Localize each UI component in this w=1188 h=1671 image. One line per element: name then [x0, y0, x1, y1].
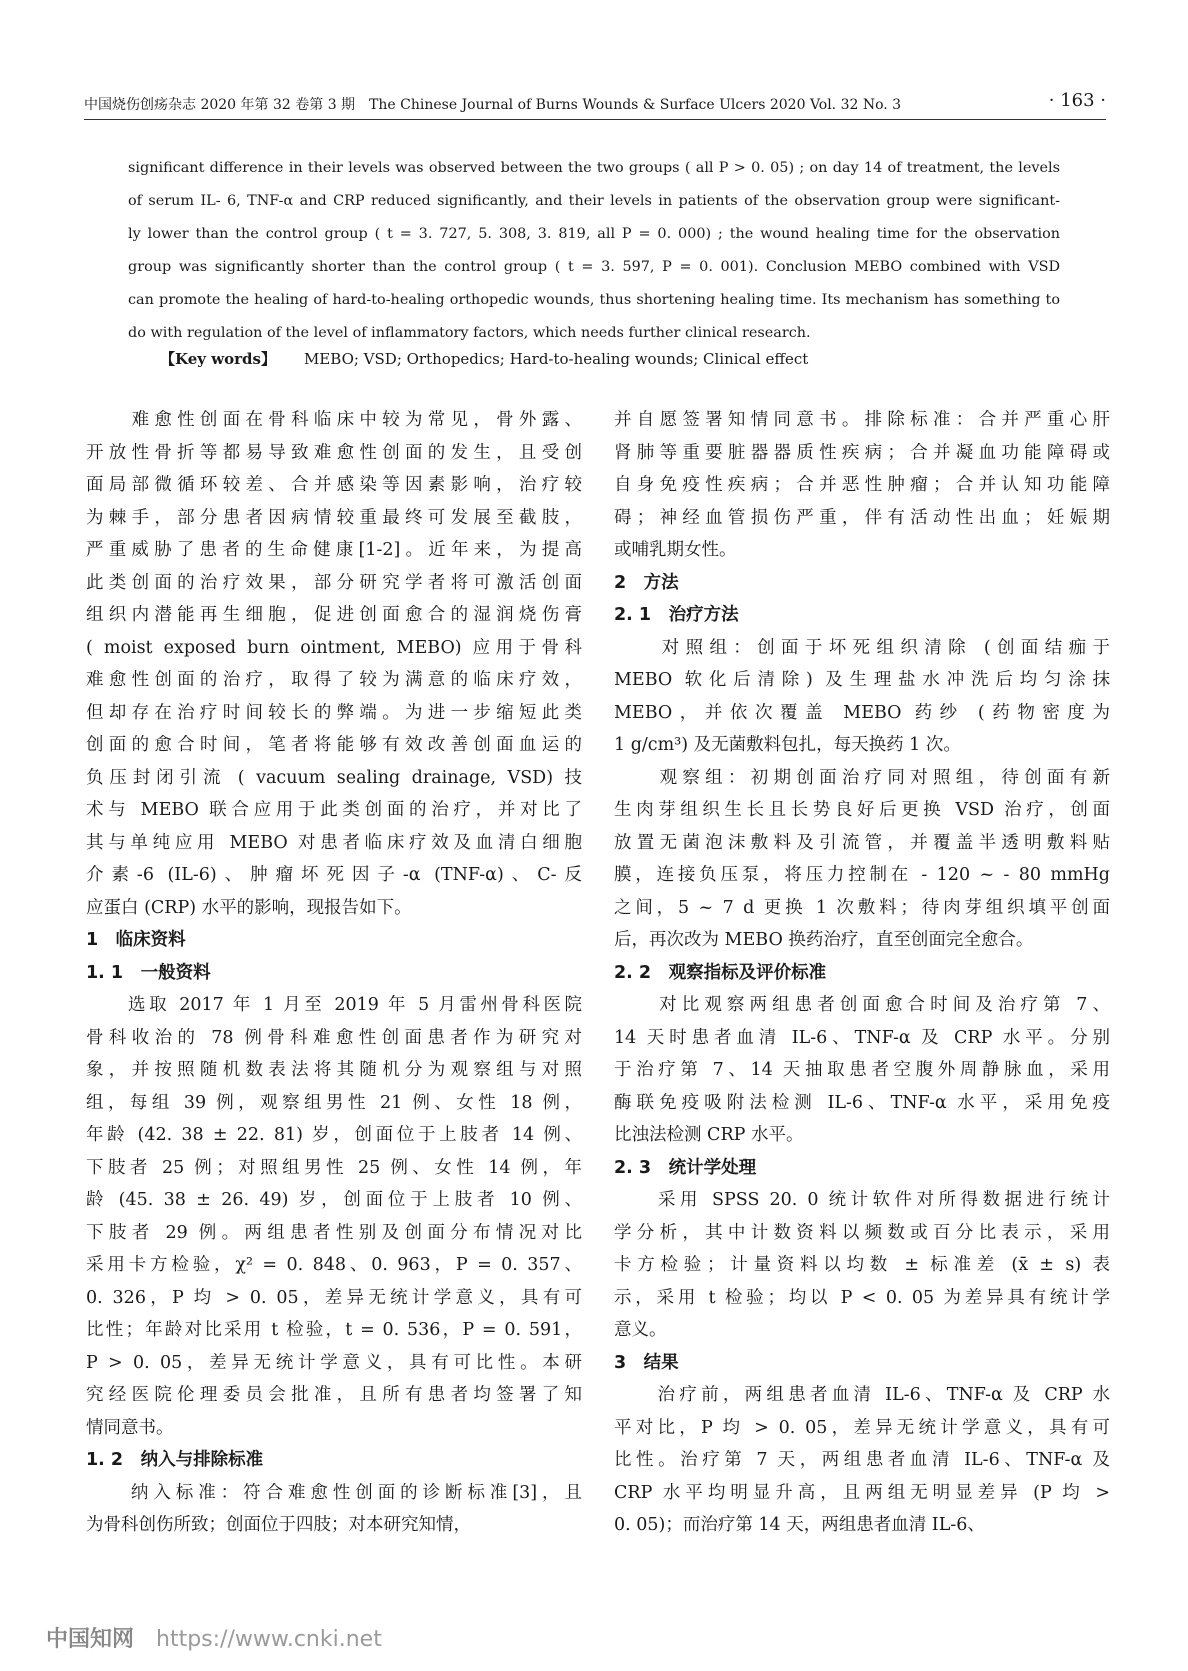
body-text-line: 术与 MEBO 联合应用于此类创面的治疗，并对比了: [86, 800, 582, 820]
body-text-line: 难愈性创面的治疗，取得了较为满意的临床疗效，: [86, 670, 582, 690]
keywords-label: 【Key words】: [160, 350, 276, 368]
abstract-line: of serum IL- 6, TNF-α and CRP reduced significantly, and their levels in patients of the observation group were significant-: [128, 193, 1060, 209]
body-text-line: 组，每组 39 例，观察组男性 21 例、女性 18 例，: [86, 1092, 582, 1113]
section-heading: 1 临床资料: [86, 930, 186, 950]
body-text-line: 为棘手，部分患者因病情较重最终可发展至截肢，: [86, 507, 582, 528]
keywords-text: MEBO; VSD; Orthopedics; Hard-to-healing wounds; Clinical effect: [303, 350, 809, 368]
cnki-url[interactable]: https://www.cnki.net: [156, 1627, 382, 1652]
journal-citation: 中国烧伤创疡杂志 2020 年第 32 卷第 3 期 The Chinese Journal of Burns Wounds & Surface Ulcers 2020 Vol. 32 No. 3: [84, 97, 902, 113]
abstract-line: can promote the healing of hard-to-healing orthopedic wounds, thus shortening healing time. Its mechanism has something to: [128, 292, 1060, 308]
abstract-continuation: [128, 152, 1060, 350]
body-text-line: 膜，连接负压泵，将压力控制在 - 120 ~ - 80 mmHg: [614, 865, 1110, 885]
body-text-line: 治疗前，两组患者血清 IL-6、TNF-α 及 CRP 水: [614, 1385, 1110, 1405]
body-text-line: 应蛋白 (CRP) 水平的影响，现报告如下。: [86, 897, 412, 918]
body-text-line: 下肢者 29 例。两组患者性别及创面分布情况对比: [86, 1222, 582, 1243]
body-text-line: 下肢者 25 例；对照组男性 25 例、女性 14 例，年: [86, 1157, 582, 1178]
body-text-line: 负压封闭引流 ( vacuum sealing drainage, VSD) 技: [86, 767, 582, 788]
body-text-line: 碍；神经血管损伤严重，伴有活动性出血；妊娠期: [614, 507, 1110, 528]
body-text-line: 象，并按照随机数表法将其随机分为观察组与对照: [86, 1060, 582, 1080]
body-text-line: 为骨科创伤所致；创面位于四肢；对本研究知情，: [86, 1515, 471, 1535]
body-text-line: 比性。治疗第 7 天，两组患者血清 IL-6、TNF-α 及: [614, 1450, 1110, 1470]
body-text-line: 采用卡方检验，χ² = 0. 848、0. 963，P = 0. 357、: [86, 1255, 582, 1275]
body-text-line: 龄 (45. 38 ± 26. 49) 岁，创面位于上肢者 10 例、: [86, 1190, 582, 1210]
body-text-line: 示，采用 t 检验；均以 P < 0. 05 为差异具有统计学: [614, 1287, 1110, 1308]
page-number: · 163 ·: [1048, 90, 1106, 111]
body-text-line: 意义。: [614, 1320, 667, 1340]
body-text-line: 严重威胁了患者的生命健康[1-2]。近年来，为提高: [86, 540, 582, 560]
body-text-line: 生肉芽组织生长且长势良好后更换 VSD 治疗，创面: [614, 800, 1110, 820]
body-text-line: 0. 326，P 均 > 0. 05，差异无统计学意义，具有可: [86, 1287, 582, 1308]
keywords: [160, 348, 808, 369]
body-text-line: MEBO 软化后清除) 及生理盐水冲洗后均匀涂抹: [614, 670, 1110, 690]
body-text-line: 平对比，P 均 > 0. 05，差异无统计学意义，具有可: [614, 1417, 1110, 1438]
body-text-line: 究经医院伦理委员会批准，且所有患者均签署了知: [86, 1385, 582, 1405]
body-text-line: 纳入标准：符合难愈性创面的诊断标准[3]，且: [86, 1482, 582, 1503]
body-text-line: 采用 SPSS 20. 0 统计软件对所得数据进行统计: [614, 1190, 1110, 1210]
body-text-line: MEBO，并依次覆盖 MEBO 药纱 (药物密度为: [614, 702, 1110, 723]
watermark-footer: [46, 1622, 382, 1653]
body-text-line: 肾肺等重要脏器器质性疾病；合并凝血功能障碍或: [614, 442, 1110, 463]
body-text-line: 对照组：创面于坏死组织清除 (创面结痂于: [614, 637, 1110, 658]
body-text-line: 介素-6 (IL-6)、肿瘤坏死因子-α (TNF-α)、C-反: [86, 865, 582, 885]
body-text-line: 此类创面的治疗效果，部分研究学者将可激活创面: [86, 572, 582, 593]
body-text-line: 卡方检验；计量资料以均数 ± 标准差 (x̄ ± s) 表: [614, 1255, 1110, 1275]
body-text-line: 年龄 (42. 38 ± 22. 81) 岁，创面位于上肢者 14 例、: [86, 1125, 582, 1145]
cnki-logo-text: 中国知网: [46, 1627, 135, 1652]
body-text-line: 14 天时患者血清 IL-6、TNF-α 及 CRP 水平。分别: [614, 1027, 1110, 1048]
body-left-column: [86, 404, 582, 1542]
body-text-line: 选取 2017 年 1 月至 2019 年 5 月雷州骨科医院: [86, 995, 582, 1015]
body-text-line: 后，再次改为 MEBO 换药治疗，直至创面完全愈合。: [614, 930, 1034, 950]
abstract-line: significant difference in their levels was observed between the two groups ( all P > 0. 05) ; on day 14 of treatment, the levels: [128, 160, 1060, 176]
section-heading: 2 方法: [614, 572, 679, 593]
section-heading: 2. 1 治疗方法: [614, 605, 739, 625]
body-text-line: P > 0. 05，差异无统计学意义，具有可比性。本研: [86, 1352, 582, 1373]
section-heading: 2. 3 统计学处理: [614, 1157, 757, 1178]
section-heading: 3 结果: [614, 1352, 679, 1373]
body-text-line: 面局部微循环较差、合并感染等因素影响，治疗较: [86, 475, 582, 495]
header-divider: [84, 119, 1106, 120]
abstract-line: do with regulation of the level of inflammatory factors, which needs further clinical research.: [128, 325, 811, 341]
body-text-line: 对比观察两组患者创面愈合时间及治疗第 7、: [614, 995, 1110, 1015]
body-text-line: 酶联免疫吸附法检测 IL-6、TNF-α 水平，采用免疫: [614, 1092, 1110, 1113]
body-text-line: 开放性骨折等都易导致难愈性创面的发生，且受创: [86, 442, 582, 463]
abstract-line: group was significantly shorter than the control group ( t = 3. 597, P = 0. 001). Conclusion MEBO combined with VSD: [128, 259, 1060, 275]
body-text-line: 创面的愈合时间，笔者将能够有效改善创面血运的: [86, 735, 582, 755]
abstract-line: ly lower than the control group ( t = 3. 727, 5. 308, 3. 819, all P = 0. 000) ; the wound healing time for the observation: [128, 226, 1060, 242]
body-text-line: 比浊法检测 CRP 水平。: [614, 1125, 804, 1145]
body-text-line: 0. 05)；而治疗第 14 天，两组患者血清 IL-6、: [614, 1515, 985, 1535]
body-text-line: 自身免疫性疾病；合并恶性肿瘤；合并认知功能障: [614, 475, 1110, 495]
body-right-column: [614, 404, 1110, 1542]
section-heading: 1. 2 纳入与排除标准: [86, 1450, 264, 1470]
body-text-line: 骨科收治的 78 例骨科难愈性创面患者作为研究对: [86, 1027, 582, 1048]
body-text-line: 难愈性创面在骨科临床中较为常见，骨外露、: [86, 410, 582, 430]
body-text-line: 但却存在治疗时间较长的弊端。为进一步缩短此类: [86, 702, 582, 723]
body-text-line: 情同意书。: [86, 1417, 174, 1438]
body-text-line: 放置无菌泡沫敷料及引流管，并覆盖半透明敷料贴: [614, 832, 1110, 853]
body-text-line: 其与单纯应用 MEBO 对患者临床疗效及血清白细胞: [86, 832, 582, 853]
body-text-line: 观察组：初期创面治疗同对照组，待创面有新: [614, 767, 1110, 788]
body-text-line: 并自愿签署知情同意书。排除标准：合并严重心肝: [614, 410, 1110, 430]
section-heading: 1. 1 一般资料: [86, 962, 211, 983]
body-text-line: 于治疗第 7、14 天抽取患者空腹外周静脉血，采用: [614, 1060, 1110, 1080]
body-text-line: 学分析，其中计数资料以频数或百分比表示，采用: [614, 1222, 1110, 1243]
section-heading: 2. 2 观察指标及评价标准: [614, 962, 827, 983]
running-header: [84, 90, 1106, 116]
body-text-line: 比性；年龄对比采用 t 检验，t = 0. 536，P = 0. 591，: [86, 1320, 582, 1340]
body-text-line: 1 g/cm³) 及无菌敷料包扎，每天换药 1 次。: [614, 735, 961, 755]
body-text-line: ( moist exposed burn ointment, MEBO) 应用于骨科: [86, 637, 582, 658]
body-text-line: 之间，5 ~ 7 d 更换 1 次敷料；待肉芽组织填平创面: [614, 897, 1110, 918]
body-text-line: 组织内潜能再生细胞，促进创面愈合的湿润烧伤膏: [86, 605, 582, 625]
body-text-line: CRP 水平均明显升高，且两组无明显差异 (P 均 >: [614, 1482, 1110, 1503]
body-text-line: 或哺乳期女性。: [614, 540, 737, 560]
